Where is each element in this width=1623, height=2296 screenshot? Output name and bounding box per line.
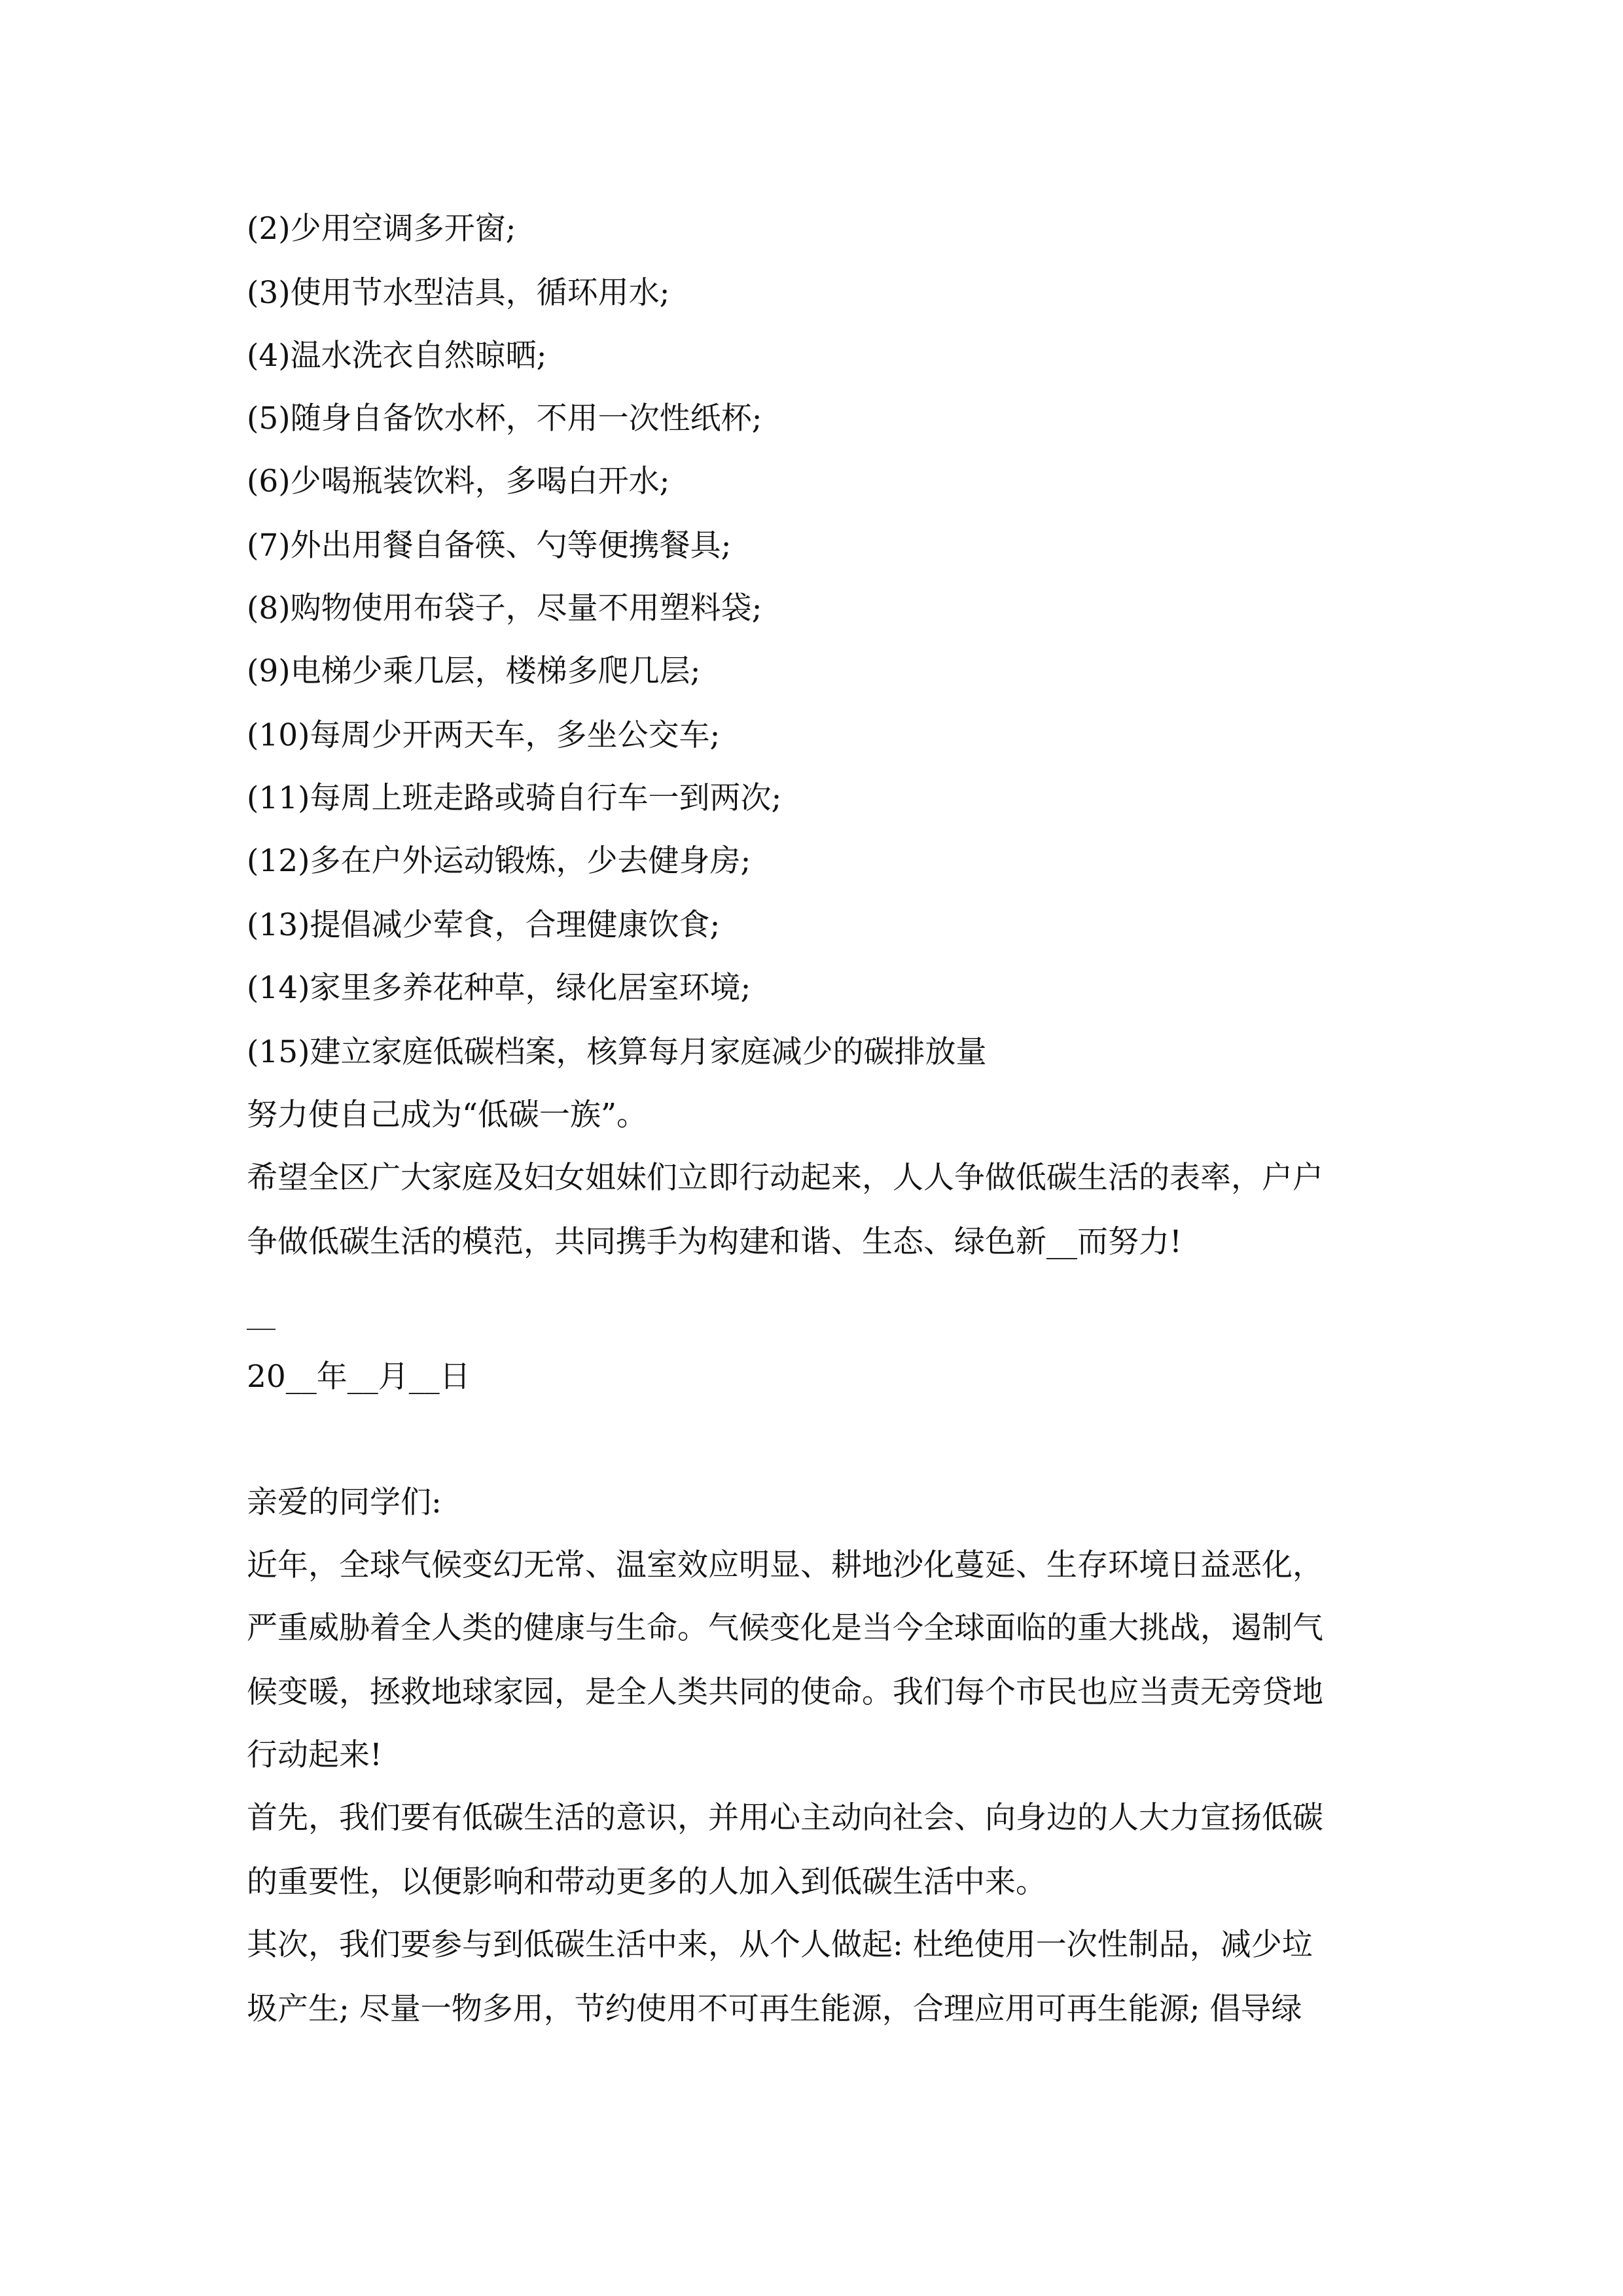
- paragraph-line: 候变暖，拯救地球家园，是全人类共同的使命。我们每个市民也应当责无旁贷地: [247, 1674, 1323, 1710]
- list-item: (15)建立家庭低碳档案，核算每月家庭减少的碳排放量: [247, 1034, 987, 1070]
- paragraph-line: 其次，我们要参与到低碳生活中来，从个人做起: 杜绝使用一次性制品，减少垃: [247, 1927, 1313, 1963]
- paragraph-line: 近年，全球气候变幻无常、温室效应明显、耕地沙化蔓延、生存环境日益恶化，: [247, 1547, 1323, 1583]
- list-item: (14)家里多养花种草，绿化居室环境;: [247, 970, 751, 1006]
- list-item: (10)每周少开两天车，多坐公交车;: [247, 717, 721, 753]
- list-item: (2)少用空调多开窗;: [247, 211, 516, 247]
- list-item: (4)温水洗衣自然晾晒;: [247, 338, 547, 374]
- letter-salutation: 亲爱的同学们:: [247, 1484, 442, 1520]
- list-item: (6)少喝瓶装饮料，多喝白开水;: [247, 463, 670, 499]
- paragraph-line: 首先，我们要有低碳生活的意识，并用心主动向社会、向身边的人大力宣扬低碳: [247, 1800, 1323, 1836]
- appeal-line: 争做低碳生活的模范，共同携手为构建和谐、生态、绿色新__而努力!: [247, 1224, 1182, 1260]
- list-item: (13)提倡减少荤食，合理健康饮食;: [247, 907, 721, 943]
- list-item: (8)购物使用布袋子，尽量不用塑料袋;: [247, 590, 762, 626]
- paragraph-line: 严重威胁着全人类的健康与生命。气候变化是当今全球面临的重大挑战，遏制气: [247, 1610, 1323, 1646]
- signature-blank: [247, 1329, 276, 1330]
- paragraph-line: 行动起来!: [247, 1737, 382, 1773]
- list-item: (7)外出用餐自备筷、勺等便携餐具;: [247, 528, 732, 564]
- list-item: (3)使用节水型洁具，循环用水;: [247, 275, 670, 311]
- list-item: (11)每周上班走路或骑自行车一到两次;: [247, 780, 782, 816]
- paragraph-line: 圾产生; 尽量一物多用，节约使用不可再生能源，合理应用可再生能源; 倡导绿: [247, 1991, 1302, 2027]
- appeal-line: 希望全区广大家庭及妇女姐妹们立即行动起来，人人争做低碳生活的表率，户户: [247, 1160, 1323, 1196]
- list-item: (9)电梯少乘几层，楼梯多爬几层;: [247, 653, 701, 689]
- list-item: (5)随身自备饮水杯，不用一次性纸杯;: [247, 401, 762, 437]
- paragraph-line: 的重要性，以便影响和带动更多的人加入到低碳生活中来。: [247, 1864, 1046, 1900]
- closing-line: 努力使自己成为“低碳一族”。: [247, 1097, 648, 1133]
- date-line: 20__年__月__日: [247, 1359, 471, 1395]
- list-item: (12)多在户外运动锻炼，少去健身房;: [247, 843, 751, 879]
